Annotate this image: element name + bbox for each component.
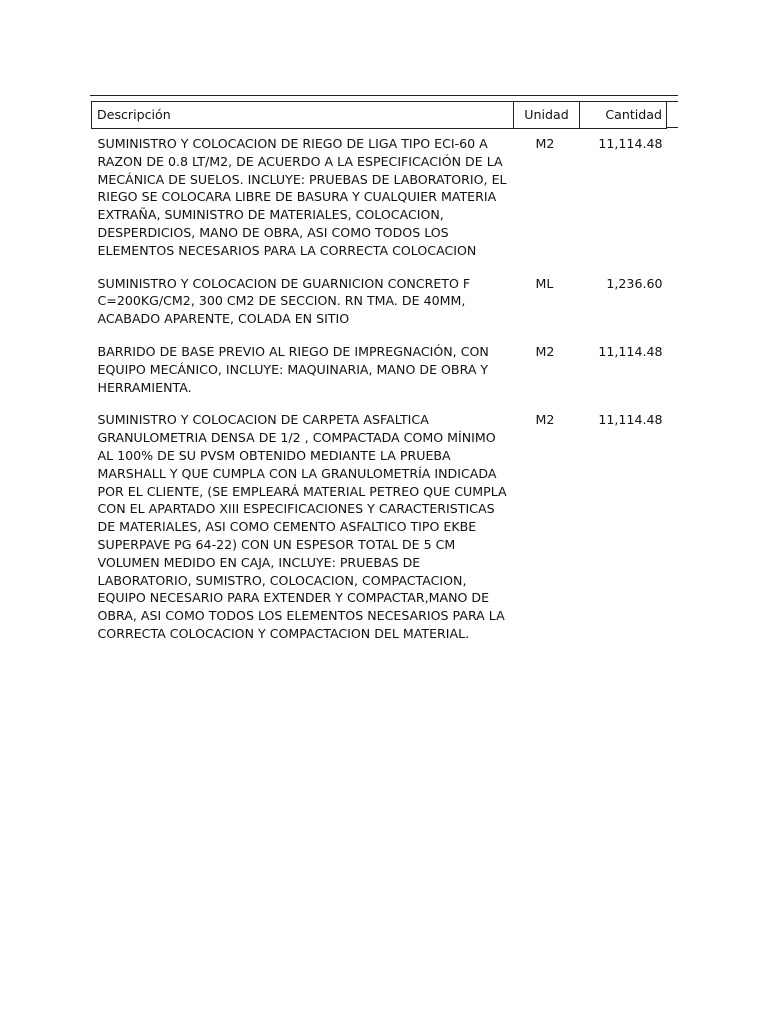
row-description: SUMINISTRO Y COLOCACION DE RIEGO DE LIGA TIPO ECI-60 A RAZON DE 0.8 LT/M2, DE ACUERDO A LA ESPECIFICACIÓN DE LA MECÁNICA DE SUELOS. INCLUYE: PRUEBAS DE LABORATORIO, EL RIEGO SE COLOCARA LIBRE DE BASURA Y CUALQUIER MATERIA EXTRAÑA, SUMINISTRO DE MATERIALES, COLOCACION, DESPERDICIOS, MANO DE OBRA, ASI COMO TODOS LOS ELEMENTOS NECESARIOS PARA LA CORRECTA COLOCACION xyxy=(97,136,507,258)
table-row xyxy=(92,405,667,651)
table-header xyxy=(92,102,667,129)
column-header-description: Descripción xyxy=(92,102,514,129)
items-table-container xyxy=(91,101,678,652)
table-row xyxy=(92,337,667,405)
row-unit: ML xyxy=(535,275,554,291)
row-quantity: 11,114.48 xyxy=(598,343,663,359)
header-row xyxy=(92,102,667,129)
row-unit: M2 xyxy=(535,343,555,359)
top-rule xyxy=(90,95,678,96)
row-quantity: 11,114.48 xyxy=(598,136,663,151)
row-unit: M2 xyxy=(535,412,555,428)
column-header-quantity: Cantidad xyxy=(580,102,667,129)
row-quantity: 1,236.60 xyxy=(606,275,663,291)
table-row xyxy=(92,269,667,337)
table-body xyxy=(92,129,667,652)
row-unit: M2 xyxy=(535,136,555,151)
column-header-unit: Unidad xyxy=(514,102,580,129)
row-description: BARRIDO DE BASE PREVIO AL RIEGO DE IMPREGNACIÓN, CON EQUIPO MECÁNICO, INCLUYE: MAQUINARIA, MANO DE OBRA Y HERRAMIENTA. xyxy=(97,343,489,395)
row-quantity: 11,114.48 xyxy=(598,412,663,428)
row-description: SUMINISTRO Y COLOCACION DE CARPETA ASFALTICA GRANULOMETRIA DENSA DE 1/2 , COMPACTADA COMO MÍNIMO AL 100% DE SU PVSM OBTENIDO MEDIANTE LA PRUEBA MARSHALL Y QUE CUMPLA CON LA GRANULOMETRÍA INDICADA POR EL CLIENTE, (SE EMPLEARÁ MATERIAL PETREO QUE CUMPLA CON EL APARTADO XIII ESPECIFICACIONES Y CARACTERISTICAS DE MATERIALES, ASI COMO CEMENTO ASFALTICO TIPO EKBE SUPERPAVE PG 64-22) CON UN ESPESOR TOTAL DE 5 CM VOLUMEN MEDIDO EN CAJA, INCLUYE: PRUEBAS DE LABORATORIO, SUMISTRO, COLOCACION, COMPACTACION, EQUIPO NECESARIO PARA EXTENDER Y COMPACTAR,MANO DE OBRA, ASI COMO TODOS LOS ELEMENTOS NECESARIOS PARA LA CORRECTA COLOCACION Y COMPACTACION DEL MATERIAL. xyxy=(97,412,507,641)
items-table xyxy=(91,101,667,652)
row-description: SUMINISTRO Y COLOCACION DE GUARNICION CONCRETO F C=200KG/CM2, 300 CM2 DE SECCION. RN TMA. DE 40MM, ACABADO APARENTE, COLADA EN SITIO xyxy=(97,275,471,327)
table-row xyxy=(92,129,667,269)
